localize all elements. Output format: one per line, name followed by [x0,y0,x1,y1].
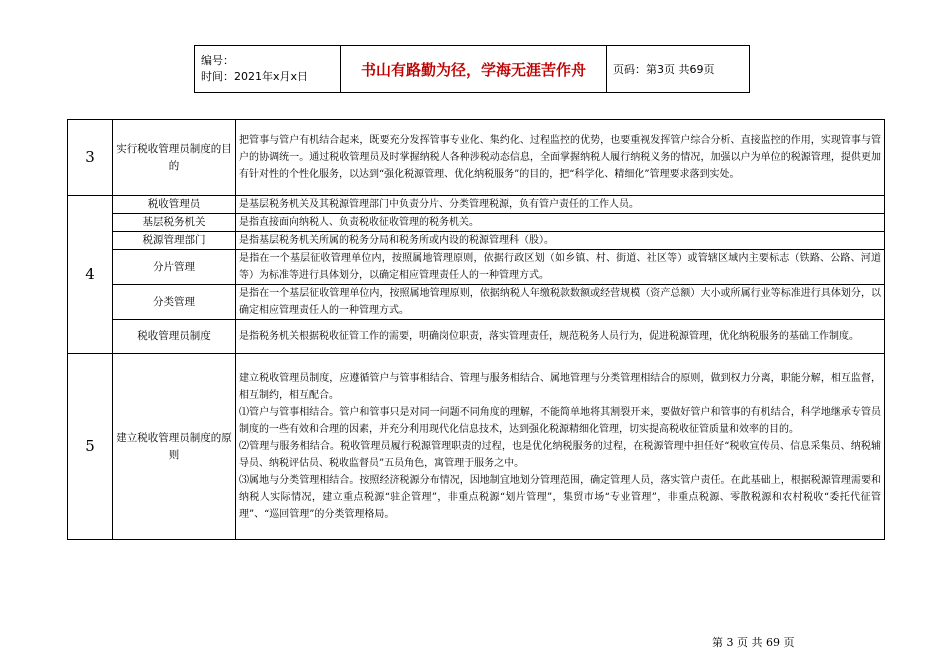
row-number: 4 [68,196,113,354]
definition-text: 是指税务机关根据税收征管工作的需要，明确岗位职责，落实管理责任，规范税务人员行为，促进税源管理，优化纳税服务的基础工作制度。 [239,331,859,342]
content-table [67,119,885,540]
table-row [68,232,885,250]
table-row [68,320,885,354]
term-cell: 基层税务机关 [113,214,236,232]
table-row [68,196,885,214]
definition-text: 建立税收管理员制度，应遵循管户与管事相结合、管理与服务相结合、属地管理与分类管理相结合的原则，做到权力分离，职能分解，相互监督，相互制约，相互配合。 [239,373,881,401]
header-meta-cell [195,46,341,93]
table-row [68,250,885,285]
page-header-table [194,45,750,93]
table-row [68,285,885,320]
definition-cell [236,354,885,540]
definition-text: 是指在一个基层征收管理单位内，按照属地管理原则，依据行政区划（如乡镇、村、街道、社区等）或管辖区域内主要标志（铁路、公路、河道等）为标准等进行具体划分，以确定相应管理责任人的一种管理方式。 [239,253,881,281]
definition-cell [236,214,885,232]
term-cell: 税收管理员制度 [113,320,236,354]
term-cell: 分片管理 [113,250,236,285]
term-cell: 税源管理部门 [113,232,236,250]
definition-cell [236,232,885,250]
definition-text: ⑴管户与管事相结合。管户和管事只是对同一问题不同角度的理解，不能简单地将其割裂开来，要做好管户和管事的有机结合，科学地继承专管员制度的一些有效和合理的因素，并充分利用现代化信息技术，达到强化税源精细化管理，切实提高税收征管质量和效率的目的。 [239,407,881,435]
table-row [68,354,885,540]
definition-text: 把管事与管户有机结合起来，既要充分发挥管事专业化、集约化、过程监控的优势，也要重视发挥管户综合分析、直接监控的作用，实现管事与管户的协调统一。通过税收管理员及时掌握纳税人各种涉税动态信息，全面掌握纳税人履行纳税义务的情况，加强以户为单位的税源管理，提供更加有针对性的个性化服务，以达到“强化税源管理、优化纳税服务”的目的，把“科学化、精细化”管理要求落到实处。 [239,135,881,180]
page-footer: 第 3 页 共 69 页 [712,636,795,649]
definition-cell [236,285,885,320]
definition-text: ⑵管理与服务相结合。税收管理员履行税源管理职责的过程，也是优化纳税服务的过程，在税源管理中担任好“税收宣传员、信息采集员、纳税辅导员、纳税评估员、税收监督员”五员角色，寓管理于服务之中。 [239,441,881,469]
definition-text: 是指在一个基层征收管理单位内，按照属地管理原则，依据纳税人年缴税款数额或经营规模（资产总额）大小或所属行业等标准进行具体划分，以确定相应管理责任人的一种管理方式。 [239,288,881,316]
definition-text: ⑶属地与分类管理相结合。按照经济税源分布情况，因地制宜地划分管理范围，确定管理人员，落实管户责任。在此基础上，根据税源管理需要和纳税人实际情况，建立重点税源“驻企管理”，非重点税源“划片管理”，集贸市场“专业管理”，非重点税源、零散税源和农村税收“委托代征管理”、“巡回管理”的分类管理格局。 [239,475,881,520]
definition-cell [236,250,885,285]
definition-cell [236,320,885,354]
term-cell: 税收管理员 [113,196,236,214]
row-number: 5 [68,354,113,540]
document-date: 时间：2021年x月x日 [201,70,309,83]
definition-text: 是指直接面向纳税人、负责税收征收管理的税务机关。 [239,217,479,228]
definition-cell [236,196,885,214]
document-number-label: 编号： [201,54,234,67]
term-cell: 实行税收管理员制度的目的 [113,120,236,196]
header-page-code: 页码：第3页 共69页 [607,46,750,93]
definition-text: 是基层税务机关及其税源管理部门中负责分片、分类管理税源，负有管户责任的工作人员。 [239,199,639,210]
definition-text: 是指基层税务机关所属的税务分局和税务所或内设的税源管理科（股）。 [239,235,554,246]
term-cell: 分类管理 [113,285,236,320]
term-cell: 建立税收管理员制度的原则 [113,354,236,540]
table-row [68,214,885,232]
header-motto: 书山有路勤为径，学海无涯苦作舟 [341,46,607,93]
row-number: 3 [68,120,113,196]
definition-cell [236,120,885,196]
table-row [68,120,885,196]
